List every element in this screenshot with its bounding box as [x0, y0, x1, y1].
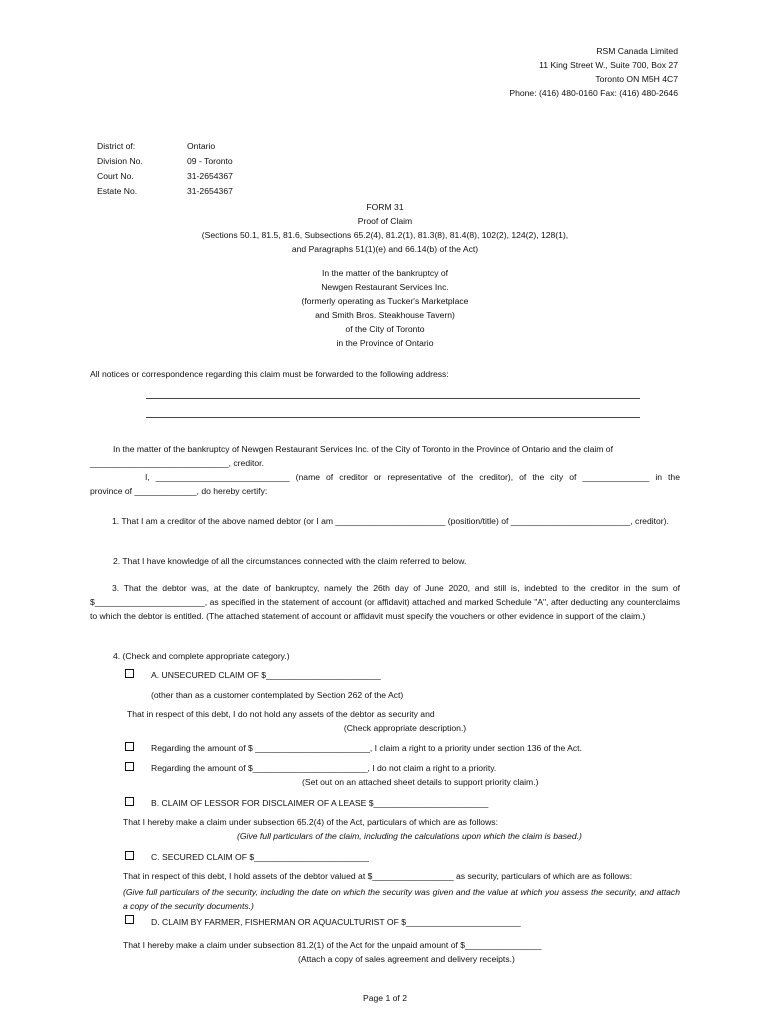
checkbox-farmer-claim[interactable]	[125, 915, 134, 924]
court-value: 31-2654367	[187, 171, 233, 181]
checkbox-lessor-claim[interactable]	[125, 797, 134, 806]
category-d-note: (Attach a copy of sales agreement and delivery receipts.)	[298, 954, 515, 964]
paragraph-2: 2. That I have knowledge of all the circumstances connected with the claim referred to below.	[113, 556, 467, 566]
division-value: 09 - Toronto	[187, 156, 233, 166]
form-subtitle: Proof of Claim	[357, 216, 413, 226]
notice-text: All notices or correspondence regarding this claim must be forwarded to the following address:	[90, 369, 449, 379]
matter-line-2: Newgen Restaurant Services Inc.	[321, 282, 449, 292]
category-a-note: (other than as a customer contemplated by Section 262 of the Act)	[151, 690, 404, 700]
intro-line-1: In the matter of the bankruptcy of Newgen Restaurant Services Inc. of the City of Toronto in the Province of Ontario and the claim of	[113, 444, 613, 454]
page-number: Page 1 of 2	[363, 993, 407, 1003]
district-value: Ontario	[187, 141, 216, 151]
company-address-2: Toronto ON M5H 4C7	[595, 74, 678, 84]
category-d-label: D. CLAIM BY FARMER, FISHERMAN OR AQUACULTURIST OF $________________________	[151, 917, 521, 927]
category-b-label: B. CLAIM OF LESSOR FOR DISCLAIMER OF A LEASE $________________________	[151, 798, 489, 808]
district-label: District of:	[97, 141, 136, 151]
intro-line-3: I, ____________________________ (name of creditor or representative of the creditor), of the city of ______________ in the	[145, 472, 680, 482]
checkbox-no-priority-claim[interactable]	[125, 762, 134, 771]
matter-line-4: and Smith Bros. Steakhouse Tavern)	[315, 310, 455, 320]
priority-claim-text: Regarding the amount of $ ________________________, I claim a right to a priority under section 136 of the Act.	[151, 743, 582, 753]
checkbox-unsecured-claim[interactable]	[125, 669, 134, 678]
category-d-text: That I hereby make a claim under subsection 81.2(1) of the Act for the unpaid amount of $________________	[123, 940, 542, 950]
company-phone-fax: Phone: (416) 480-0160 Fax: (416) 480-2646	[509, 88, 678, 98]
address-line-2[interactable]	[146, 417, 640, 418]
priority-claim-note: (Set out on an attached sheet details to support priority claim.)	[302, 777, 539, 787]
company-name: RSM Canada Limited	[596, 46, 678, 56]
paragraph-1: 1. That I am a creditor of the above named debtor (or I am _______________________ (position/title) of _________________________, creditor).	[112, 516, 669, 526]
checkbox-secured-claim[interactable]	[125, 851, 134, 860]
paragraph-4: 4. (Check and complete appropriate category.)	[113, 651, 290, 661]
form-sections-line-1: (Sections 50.1, 81.5, 81.6, Subsections 65.2(4), 81.2(1), 81.3(8), 81.4(8), 102(2), 124(2), 128(1),	[201, 230, 569, 240]
estate-value: 31-2654367	[187, 186, 233, 196]
category-b-note: (Give full particulars of the claim, including the calculations upon which the claim is based.)	[237, 831, 582, 841]
matter-line-5: of the City of Toronto	[345, 324, 425, 334]
category-c-note: (Give full particulars of the security, including the date on which the security was given and the value at which you assess the security, and attach a copy of the security documents.)	[123, 887, 680, 911]
category-a-assets-text: That in respect of this debt, I do not hold any assets of the debtor as security and	[127, 709, 435, 719]
division-label: Division No.	[97, 156, 143, 166]
company-address-1: 11 King Street W., Suite 700, Box 27	[539, 60, 678, 70]
form-sections-line-2: and Paragraphs 51(1)(e) and 66.14(b) of the Act)	[291, 244, 479, 254]
no-priority-claim-text: Regarding the amount of $________________________, I do not claim a right to a priority.	[151, 763, 497, 773]
category-b-text: That I hereby make a claim under subsection 65.2(4) of the Act, particulars of which are as follows:	[123, 817, 498, 827]
matter-line-6: in the Province of Ontario	[336, 338, 434, 348]
estate-label: Estate No.	[97, 186, 138, 196]
category-a-check-description: (Check appropriate description.)	[343, 723, 467, 733]
matter-line-1: In the matter of the bankruptcy of	[321, 268, 449, 278]
court-label: Court No.	[97, 171, 134, 181]
checkbox-priority-claim[interactable]	[125, 742, 134, 751]
category-c-label: C. SECURED CLAIM OF $________________________	[151, 852, 369, 862]
address-line-1[interactable]	[146, 398, 640, 399]
paragraph-3: 3. That the debtor was, at the date of bankruptcy, namely the 26th day of June 2020, and still is, indebted to the creditor in the sum of $_______________________, as specified in the statement of account (or affidavit) attached and marked Schedule "A", after deducting any counterclaims to which the debtor is entitled. (The attached statement of account or affidavit must specify the vouchers or other evidence in support of the claim.)	[90, 583, 680, 621]
intro-line-4: province of _____________, do hereby certify:	[90, 486, 268, 496]
intro-line-2: _____________________________, creditor.	[90, 458, 264, 468]
form-title: FORM 31	[366, 202, 404, 212]
category-c-text: That in respect of this debt, I hold assets of the debtor valued at $_________________ as security, particulars of which are as follows:	[123, 871, 633, 881]
category-a-label: A. UNSECURED CLAIM OF $________________________	[151, 670, 381, 680]
matter-line-3: (formerly operating as Tucker's Marketplace	[301, 296, 469, 306]
